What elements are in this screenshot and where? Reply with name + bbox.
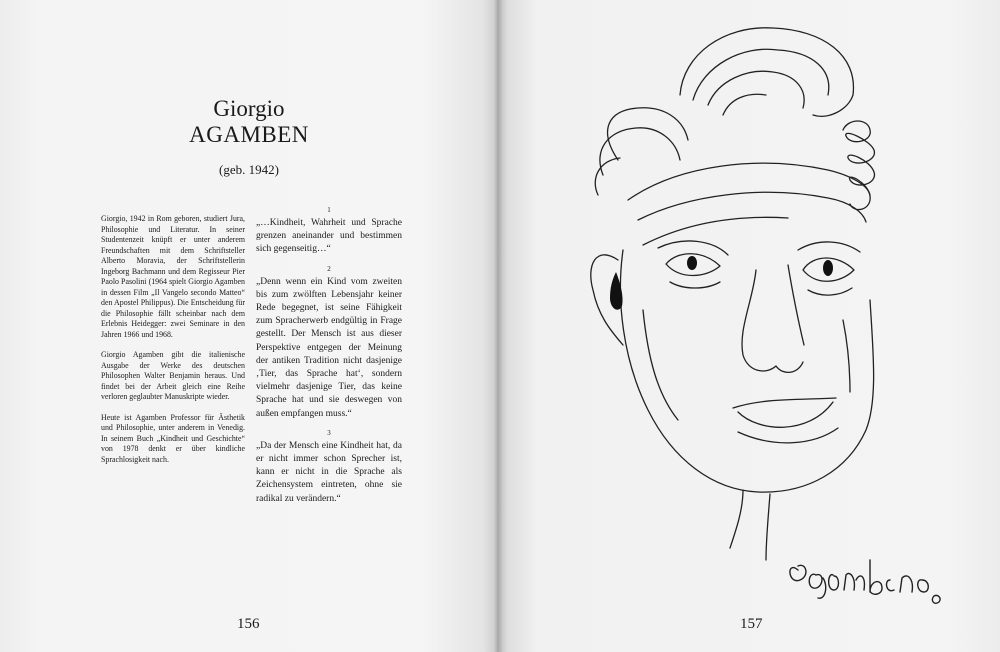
forehead-lines (643, 217, 788, 245)
eyebrow-right (798, 242, 860, 252)
hair-left (595, 158, 620, 195)
eye-bag-right (808, 288, 852, 295)
hair-curls (843, 121, 874, 210)
quote-text: „Denn wenn ein Kind vom zweiten bis zum zwölften Lebensjahr keiner Rede begegnet, ist seine Fähigkeit zum Spracherwerb endgültig in Frage gestellt. Der Mensch ist aus dieser Perspektive entgegen der Meinung der antiken Tradition nicht dasjenige ‚Tier, das Sprache hat‘, sondern vielmehr dasjenige Tier, das keine Sprache hat und sie deswegen von außen empfangen muss.“ (256, 276, 402, 419)
life-dates: (geb. 1942) (219, 162, 279, 177)
left-page (0, 0, 498, 652)
quote-text: „…Kindheit, Wahrheit und Sprache grenzen aneinander und bestimmen sich gegenseitig…“ (256, 218, 402, 255)
nose (742, 270, 803, 372)
neck (730, 490, 743, 548)
lower-lip (738, 402, 833, 427)
biography (101, 214, 245, 475)
bio-paragraph: Giorgio, 1942 in Rom geboren, studiert Jura, Philosophie und Literatur. In seiner Studentenzeit knüpft er unter anderem Freundschaften mit dem Schriftsteller Alberto Moravia, der Schriftstellerin Ingeborg Bachmann und dem Regisseur Pier Paolo Pasolini (1964 spielt Giorgio Agamben in dessen Film „Il Vangelo secondo Matteo“ den Apostel Philippus). Die Entscheidung für die Philosophie fällt scheinbar nach dem Erlebnis Heidegger: zwei Seminare in den Jahren 1966 und 1968. (101, 214, 245, 339)
hair-left (600, 128, 680, 175)
neck (766, 494, 770, 560)
name-last: AGAMBEN (189, 122, 309, 147)
name-first: Giorgio (213, 96, 285, 121)
pupil-left (687, 256, 697, 270)
nose-bridge (788, 265, 804, 345)
page-number-right: 157 (740, 616, 763, 632)
face-outline (620, 250, 873, 492)
hair-left (608, 108, 688, 160)
quotes-column (256, 206, 402, 514)
signature-stroke (790, 560, 940, 603)
quote-number: 3 (327, 428, 331, 437)
bio-paragraph: Giorgio Agamben gibt die italienische Ausgabe der Werke des deutschen Philosophen Walter Benjamin heraus. Und findet bei der Arbeit gleich eine Reihe verloren geglaubter Manuskripte wieder. (101, 350, 245, 401)
hair-top-stroke (680, 28, 853, 117)
eye-bag-left (670, 282, 720, 288)
page-number-left: 156 (237, 616, 260, 632)
mouth (733, 398, 836, 408)
chin-lines (738, 428, 838, 443)
forehead-lines (628, 163, 870, 200)
hair-top-stroke (693, 49, 829, 100)
quote-text: „Da der Mensch eine Kindheit hat, da er nicht immer schon Sprecher ist, kann er nicht in die Sprache als Zeichensystem eintreten, ohne sie radikal zu verändern.“ (256, 440, 402, 504)
bio-paragraph: Heute ist Agamben Professor für Ästhetik und Philosophie, unter anderem in Venedig. In seinem Buch „Kindheit und Geschichte“ von 1978 denkt er über kindliche Sprachlosigkeit nach. (101, 412, 245, 464)
pupil-right (823, 260, 833, 276)
quote-number: 1 (327, 206, 331, 214)
title-block (0, 96, 498, 178)
hair-top-stroke (723, 94, 766, 115)
quote-number: 2 (327, 264, 331, 273)
cheek-lines (643, 310, 678, 420)
hair-top-stroke (708, 71, 804, 108)
eyebrow-left (658, 241, 728, 255)
portrait-drawing (498, 0, 1000, 652)
cheek-lines (843, 320, 850, 392)
